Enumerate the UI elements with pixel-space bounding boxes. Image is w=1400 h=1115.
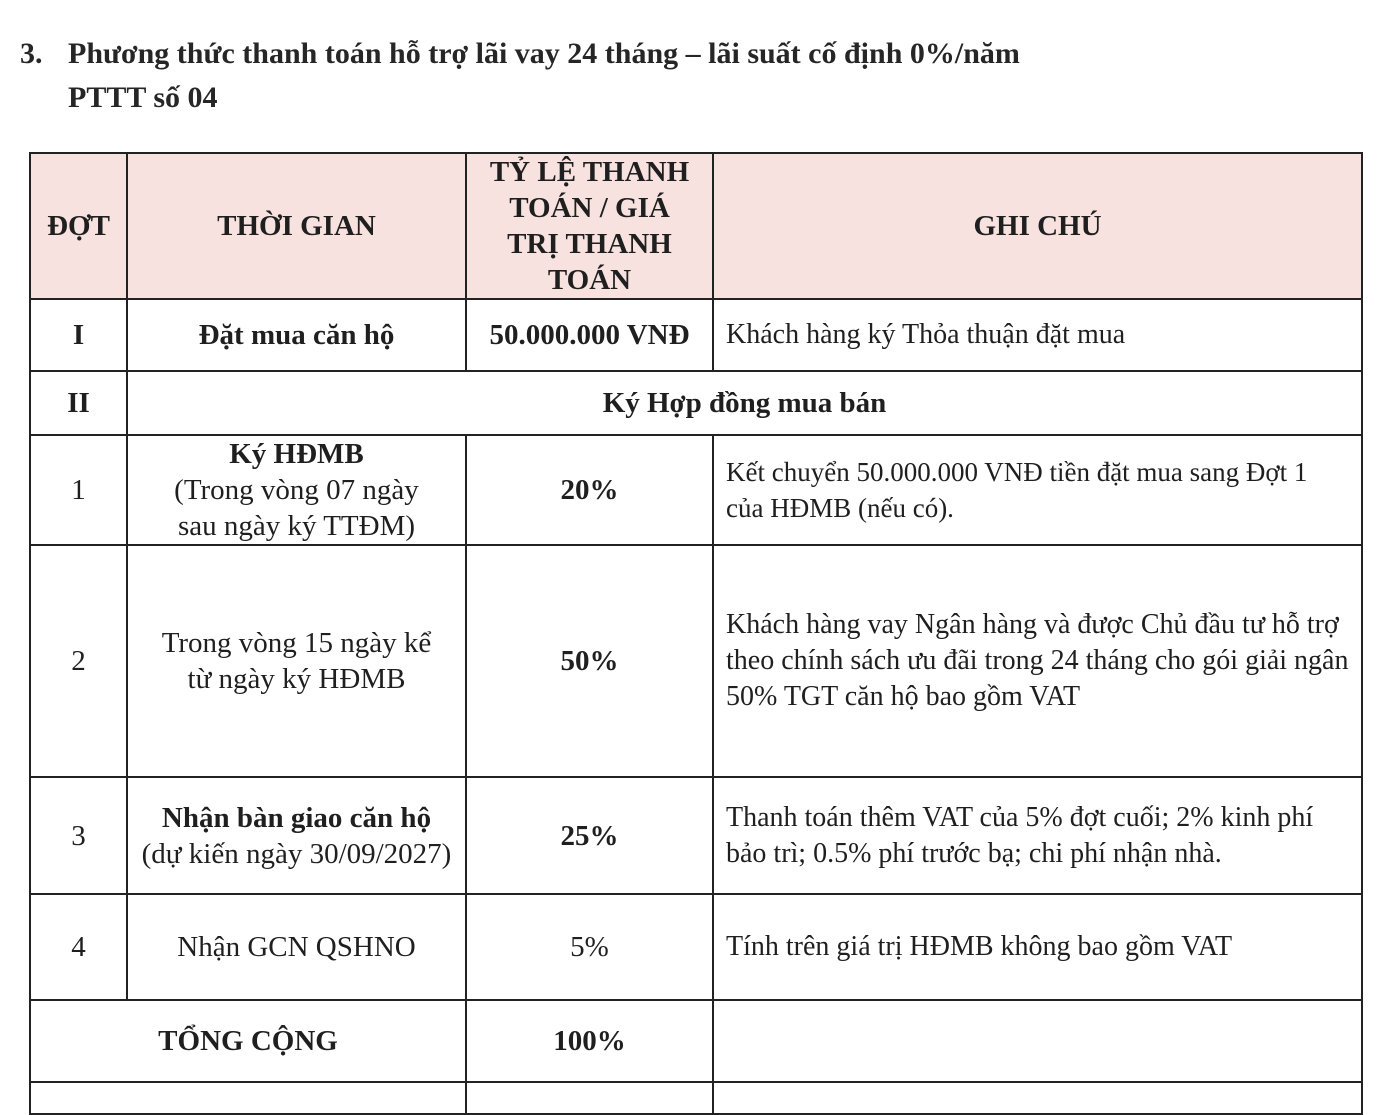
row-ratio: 50%	[466, 545, 713, 777]
table-row	[30, 545, 1362, 777]
header-ratio-line: TỶ LỆ THANH	[489, 156, 690, 188]
header-ratio	[466, 153, 713, 299]
payment-schedule-table	[29, 152, 1363, 1115]
row-time-sub: sau ngày ký TTĐM)	[177, 510, 416, 542]
row-note: Tính trên giá trị HĐMB không bao gồm VAT	[713, 894, 1362, 1000]
row-time-main: Ký HĐMB	[229, 438, 364, 470]
row-time-sub: (dự kiến ngày 30/09/2027)	[141, 837, 452, 870]
table-row	[30, 299, 1362, 371]
table-header-row	[30, 153, 1362, 299]
header-note: GHI CHÚ	[713, 153, 1362, 299]
header-ratio-line: TOÁN / GIÁ	[509, 192, 670, 224]
partial-cell	[713, 1082, 1362, 1114]
row-section-label: Ký Hợp đồng mua bán	[127, 371, 1362, 435]
row-dot: 2	[30, 545, 127, 777]
header-ratio-line: TOÁN	[547, 264, 632, 296]
row-dot: 4	[30, 894, 127, 1000]
table-row	[30, 371, 1362, 435]
header-time: THỜI GIAN	[127, 153, 466, 299]
row-dot: II	[30, 371, 127, 435]
section-heading	[20, 32, 1360, 120]
row-note: Thanh toán thêm VAT của 5% đợt cuối; 2% kinh phí bảo trì; 0.5% phí trước bạ; chi phí nhận nhà.	[713, 777, 1362, 894]
row-time-line: từ ngày ký HĐMB	[187, 663, 406, 695]
partial-cell	[466, 1082, 713, 1114]
section-title: Phương thức thanh toán hỗ trợ lãi vay 24 tháng – lãi suất cố định 0%/năm	[68, 37, 1020, 70]
row-time-sub: (Trong vòng 07 ngày	[174, 474, 419, 506]
section-subtitle: PTTT số 04	[68, 81, 218, 114]
total-note	[713, 1000, 1362, 1082]
section-title-line	[20, 32, 1360, 76]
row-time	[127, 777, 466, 894]
row-note: Khách hàng vay Ngân hàng và được Chủ đầu tư hỗ trợ theo chính sách ưu đãi trong 24 tháng cho gói giải ngân 50% TGT căn hộ bao gồm VAT	[713, 545, 1362, 777]
row-dot: I	[30, 299, 127, 371]
section-number: 3.	[20, 37, 43, 70]
table-row	[30, 435, 1362, 545]
row-time-main: Nhận bàn giao căn hộ	[161, 801, 432, 834]
row-ratio: 5%	[466, 894, 713, 1000]
total-row	[30, 1000, 1362, 1082]
partial-cell	[30, 1082, 466, 1114]
header-ratio-line: TRỊ THANH	[507, 228, 672, 260]
row-time	[127, 435, 466, 545]
row-note: Kết chuyển 50.000.000 VNĐ tiền đặt mua sang Đợt 1 của HĐMB (nếu có).	[713, 435, 1362, 545]
row-dot: 3	[30, 777, 127, 894]
row-time-line: Trong vòng 15 ngày kể	[161, 627, 432, 659]
total-label: TỔNG CỘNG	[30, 1000, 466, 1082]
row-ratio: 20%	[466, 435, 713, 545]
row-note: Khách hàng ký Thỏa thuận đặt mua	[713, 299, 1362, 371]
row-time: Nhận GCN QSHNO	[127, 894, 466, 1000]
row-ratio: 50.000.000 VNĐ	[466, 299, 713, 371]
total-ratio: 100%	[466, 1000, 713, 1082]
header-dot: ĐỢT	[30, 153, 127, 299]
row-time	[127, 545, 466, 777]
row-ratio: 25%	[466, 777, 713, 894]
row-time: Đặt mua căn hộ	[127, 299, 466, 371]
table-row	[30, 894, 1362, 1000]
table-row-partial	[30, 1082, 1362, 1114]
row-dot: 1	[30, 435, 127, 545]
table-row	[30, 777, 1362, 894]
